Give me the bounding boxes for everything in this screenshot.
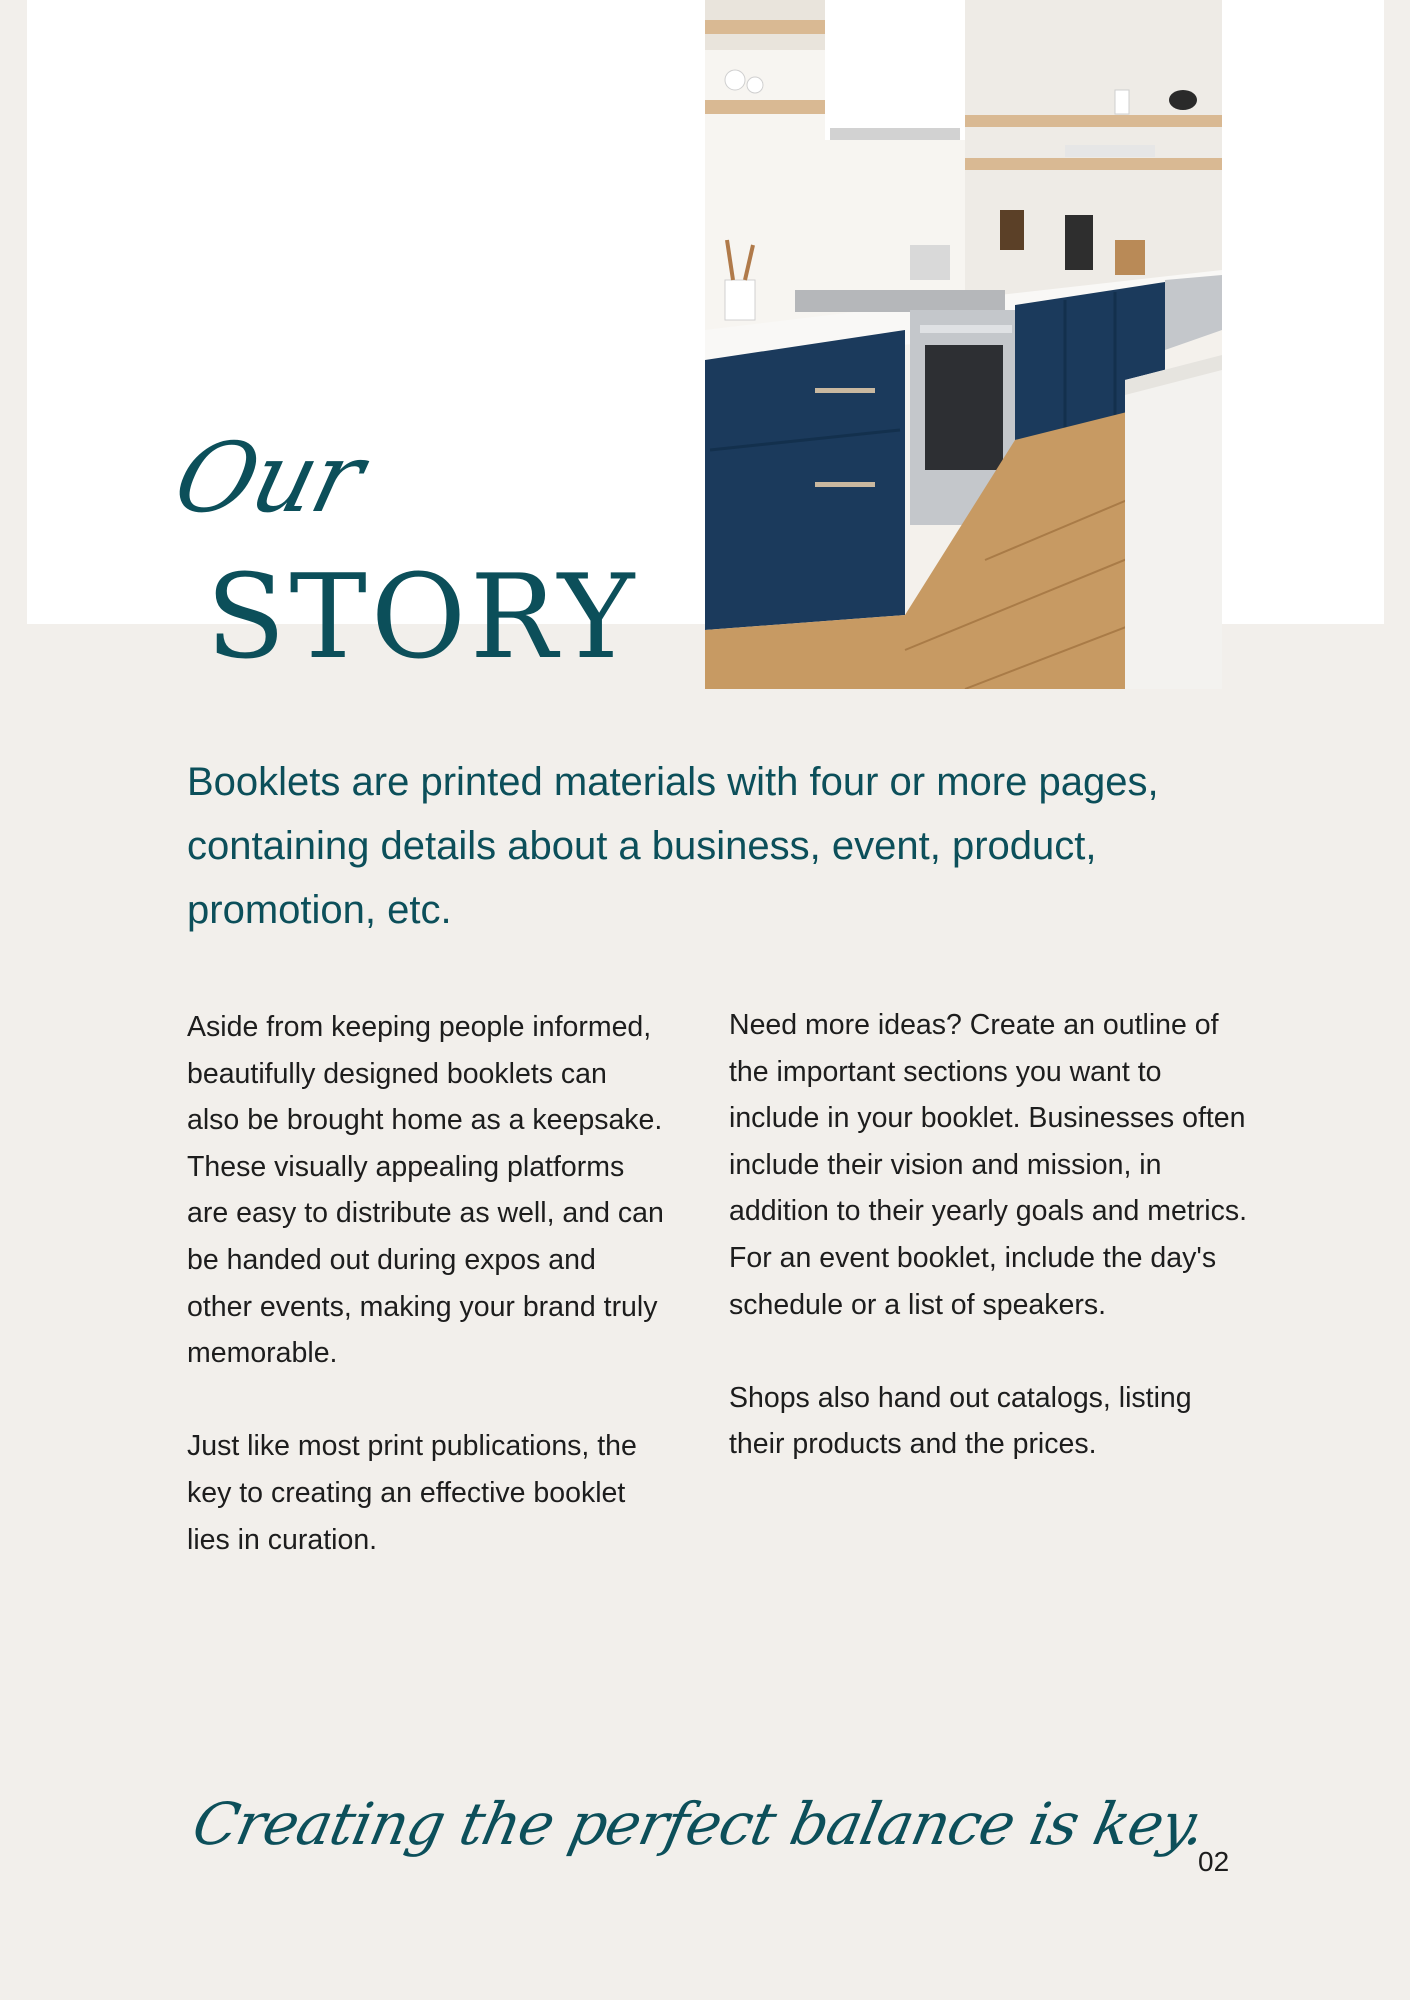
- body-paragraph: Aside from keeping people informed, beautifully designed booklets can also be brought home as a keepsake. These visually appealing platforms are easy to distribute as well, and can be handed out during expos and other events, making your brand truly memorable.: [187, 1011, 664, 1370]
- kitchen-illustration: [705, 0, 1222, 689]
- page-title: STORY: [206, 550, 639, 685]
- body-column-right: [729, 1002, 1249, 1515]
- body-column-left: [187, 1004, 667, 1610]
- script-heading-our: Our: [164, 422, 373, 534]
- body-paragraph: Shops also hand out catalogs, listing their products and the prices.: [729, 1381, 1192, 1461]
- body-paragraph: Just like most print publications, the key to creating an effective booklet lies in curation.: [187, 1430, 637, 1556]
- body-paragraph: Need more ideas? Create an outline of the important sections you want to include in your booklet. Businesses often include their vision and mission, in addition to their yearly goals and metrics. For an event booklet, include the day's schedule or a list of speakers.: [729, 1009, 1248, 1321]
- kitchen-photo: [705, 0, 1222, 689]
- footer-tagline: Creating the perfect balance is key.: [187, 1790, 1212, 1858]
- lead-paragraph: Booklets are printed materials with four or more pages, containing details about a business, event, product, promotion, etc.: [187, 760, 1159, 932]
- page-number: 02: [1198, 1846, 1230, 1877]
